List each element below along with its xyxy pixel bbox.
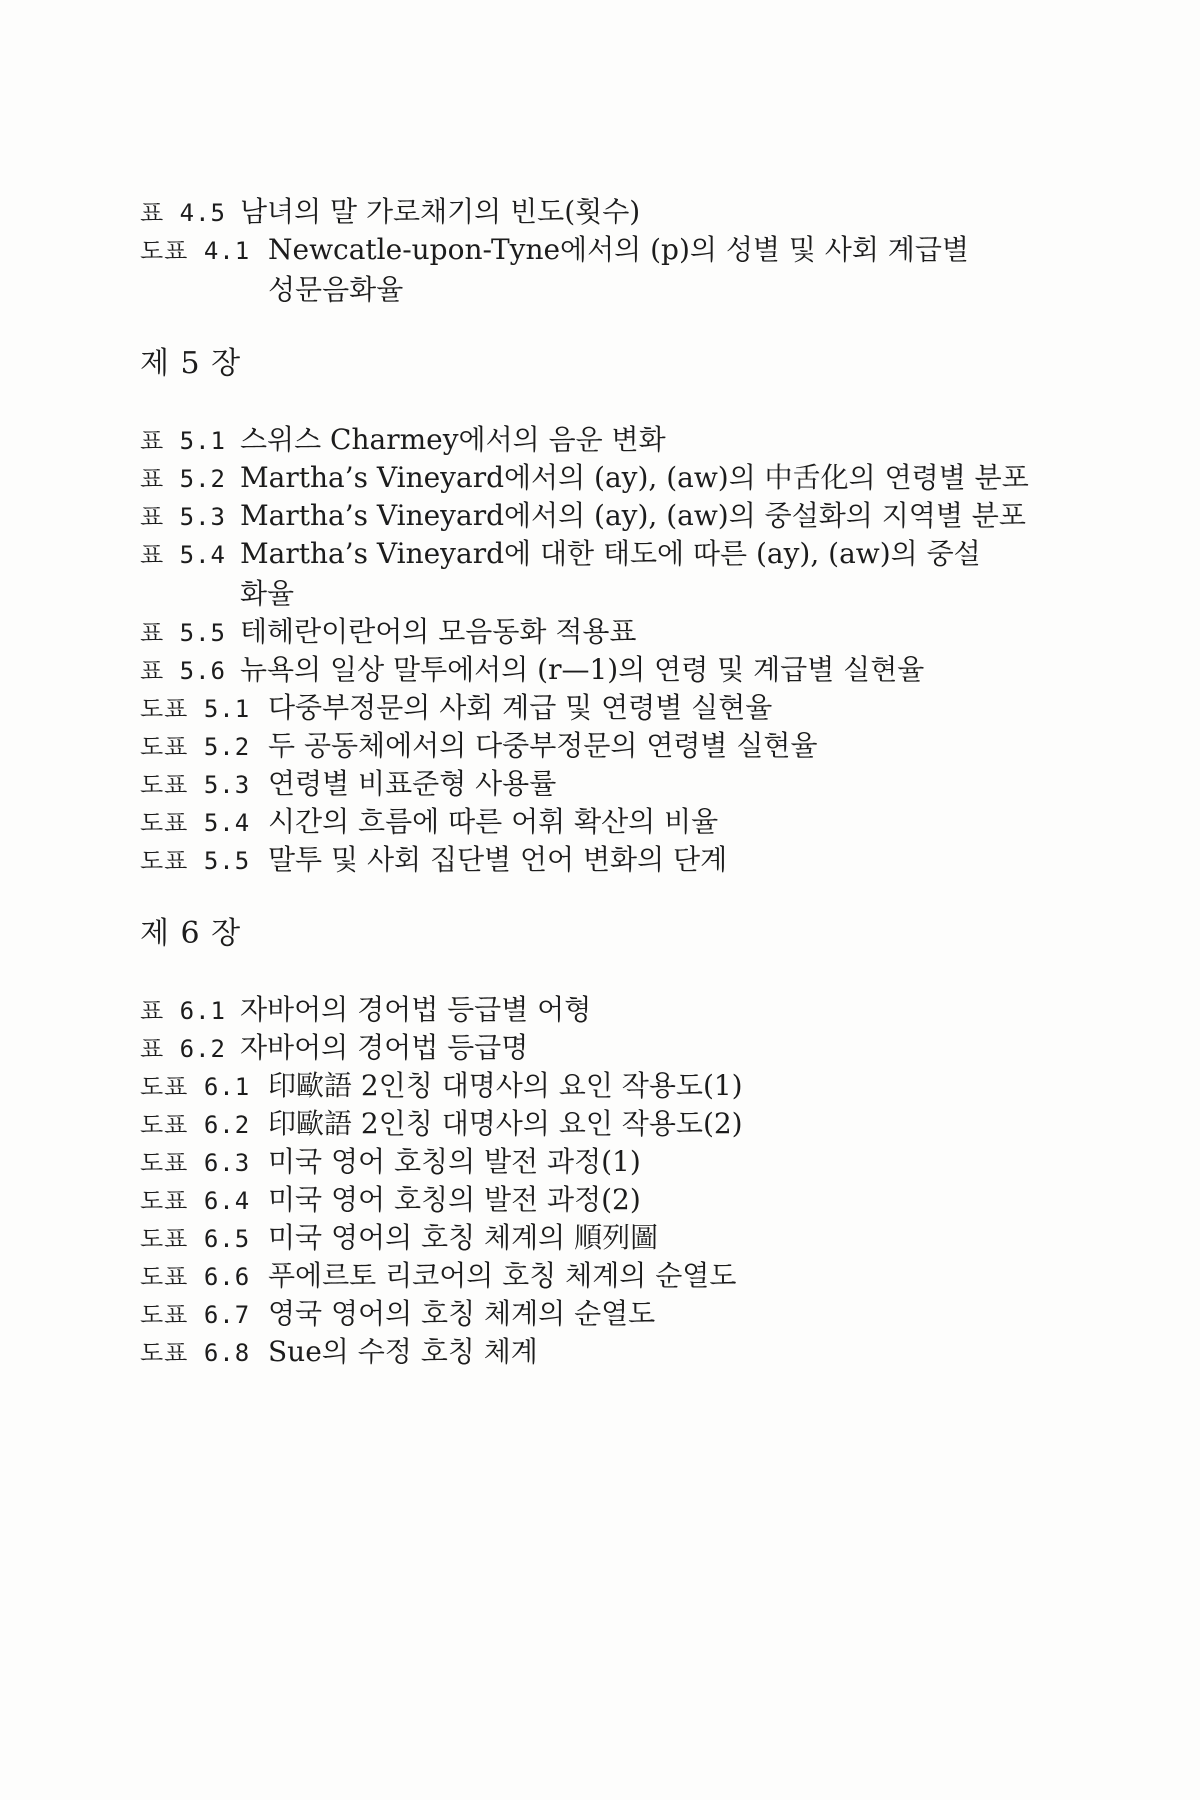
entry-label: 도표 5.5 bbox=[140, 847, 251, 875]
entry-title: Martha’s Vineyard에서의 (ay), (aw)의 中舌化의 연령별 분포 bbox=[240, 461, 1029, 494]
entry-label: 표 5.5 bbox=[140, 619, 226, 647]
entry-title: 연령별 비표준형 사용률 bbox=[268, 767, 557, 800]
chapter-heading: 제 6 장 bbox=[140, 916, 242, 951]
entry-label: 도표 5.4 bbox=[140, 809, 251, 837]
entry-title: 印歐語 2인칭 대명사의 요인 작용도(1) bbox=[268, 1069, 743, 1102]
entry-title: 미국 영어 호칭의 발전 과정(1) bbox=[268, 1145, 641, 1178]
entry-label: 표 5.2 bbox=[140, 465, 226, 493]
entry-title: 남녀의 말 가로채기의 빈도(횟수) bbox=[240, 195, 641, 228]
entry-title: 자바어의 경어법 등급별 어형 bbox=[240, 993, 592, 1026]
entry-label: 도표 6.7 bbox=[140, 1301, 251, 1329]
entry-title: 뉴욕의 일상 말투에서의 (r—1)의 연령 및 계급별 실현율 bbox=[240, 653, 925, 686]
list-entry bbox=[140, 1330, 1020, 1375]
entry-label: 표 5.4 bbox=[140, 541, 226, 569]
entry-label: 표 5.3 bbox=[140, 503, 226, 531]
entry-label: 도표 5.1 bbox=[140, 695, 251, 723]
list-entry bbox=[140, 228, 1020, 273]
list-entry bbox=[140, 532, 1020, 577]
entry-label: 표 6.1 bbox=[140, 997, 226, 1025]
list-entry bbox=[140, 838, 1020, 883]
entry-title: Martha’s Vineyard에서의 (ay), (aw)의 중설화의 지역별 분포 bbox=[240, 499, 1026, 532]
entry-label: 도표 6.2 bbox=[140, 1111, 251, 1139]
entry-label: 표 4.5 bbox=[140, 199, 226, 227]
entry-label: 도표 5.2 bbox=[140, 733, 251, 761]
entry-label: 표 6.2 bbox=[140, 1035, 226, 1063]
entry-title: 두 공동체에서의 다중부정문의 연령별 실현율 bbox=[268, 729, 818, 762]
entry-title: 영국 영어의 호칭 체계의 순열도 bbox=[268, 1297, 656, 1330]
entry-title: Sue의 수정 호칭 체계 bbox=[268, 1335, 538, 1368]
entry-label: 표 5.6 bbox=[140, 657, 226, 685]
entry-title: Martha’s Vineyard에 대한 태도에 따른 (ay), (aw)의 중설 bbox=[240, 537, 981, 570]
entry-title: 미국 영어 호칭의 발전 과정(2) bbox=[268, 1183, 641, 1216]
entry-title: 스위스 Charmey에서의 음운 변화 bbox=[240, 423, 666, 456]
entry-label: 도표 5.3 bbox=[140, 771, 251, 799]
entry-title: 푸에르토 리코어의 호칭 체계의 순열도 bbox=[268, 1259, 737, 1292]
entry-label: 도표 6.5 bbox=[140, 1225, 251, 1253]
entry-label: 표 5.1 bbox=[140, 427, 226, 455]
entry-title-continuation: 성문음화율 bbox=[268, 273, 404, 306]
entry-title: 테헤란이란어의 모음동화 적용표 bbox=[240, 615, 637, 648]
entry-label: 도표 6.3 bbox=[140, 1149, 251, 1177]
entry-label: 도표 6.1 bbox=[140, 1073, 251, 1101]
entry-label: 도표 4.1 bbox=[140, 237, 251, 265]
entry-label: 도표 6.4 bbox=[140, 1187, 251, 1215]
entry-title: 다중부정문의 사회 계급 및 연령별 실현율 bbox=[268, 691, 773, 724]
entry-title: 印歐語 2인칭 대명사의 요인 작용도(2) bbox=[268, 1107, 743, 1140]
entry-label: 도표 6.8 bbox=[140, 1339, 251, 1367]
chapter-heading: 제 5 장 bbox=[140, 346, 242, 381]
entry-title-continuation: 화율 bbox=[240, 577, 295, 610]
entry-label: 도표 6.6 bbox=[140, 1263, 251, 1291]
entry-title: 시간의 흐름에 따른 어휘 확산의 비율 bbox=[268, 805, 719, 838]
entry-title: 말투 및 사회 집단별 언어 변화의 단계 bbox=[268, 843, 728, 876]
entry-title: Newcatle-upon-Tyne에서의 (p)의 성별 및 사회 계급별 bbox=[268, 233, 969, 266]
entry-title: 자바어의 경어법 등급명 bbox=[240, 1031, 529, 1064]
entry-title: 미국 영어의 호칭 체계의 順列圖 bbox=[268, 1221, 659, 1254]
